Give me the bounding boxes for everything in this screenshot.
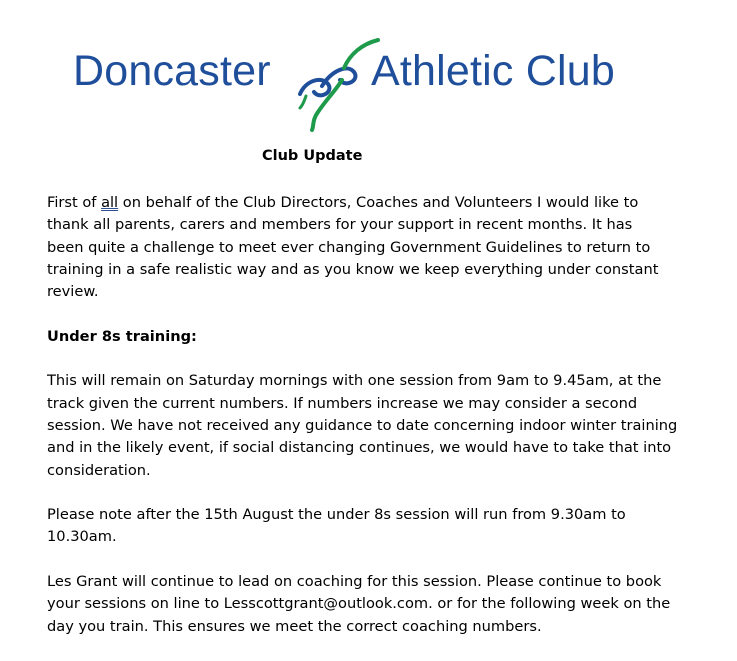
club-logo	[70, 34, 650, 134]
letter-body	[47, 192, 692, 660]
logo-text-athletic-club: Athletic Club	[371, 47, 615, 95]
time-change-paragraph	[47, 504, 692, 549]
text-line: training in a safe realistic way and as you know we keep everything under constant	[47, 260, 659, 278]
underlined-word: all	[101, 194, 119, 211]
booking-paragraph	[47, 571, 692, 638]
text-line: Les Grant will continue to lead on coaching for this session. Please continue to book	[47, 573, 662, 591]
text-line: consideration.	[47, 461, 151, 479]
page-title: Club Update	[262, 148, 363, 164]
text-line	[47, 192, 692, 214]
text-line: been quite a challenge to meet ever changing Government Guidelines to return to	[47, 238, 651, 256]
text-line: session. We have not received any guidance to date concerning indoor winter training	[47, 416, 678, 434]
logo-text-doncaster: Doncaster	[73, 47, 271, 95]
text-line: your sessions on line to Lesscottgrant@outlook.com. or for the following week on the	[47, 595, 671, 613]
text-line: track given the current numbers. If numbers increase we may consider a second	[47, 394, 638, 412]
text-line: thank all parents, carers and members for your support in recent months. It has	[47, 216, 633, 234]
intro-paragraph	[47, 192, 692, 303]
text-line: Please note after the 15th August the under 8s session will run from 9.30am to	[47, 506, 626, 524]
text-line: review.	[47, 283, 99, 301]
schedule-paragraph	[47, 370, 692, 481]
text-segment: First of	[47, 194, 102, 211]
text-line: 10.30am.	[47, 528, 117, 546]
section-heading-under-8s: Under 8s training:	[47, 327, 197, 345]
text-segment: on behalf of the Club Directors, Coaches and Volunteers I would like to	[118, 194, 639, 211]
text-line: and in the likely event, if social distancing continues, we would have to take that into	[47, 439, 672, 457]
text-line: This will remain on Saturday mornings with one session from 9am to 9.45am, at the	[47, 372, 662, 390]
text-line: day you train. This ensures we meet the correct coaching numbers.	[47, 617, 542, 635]
